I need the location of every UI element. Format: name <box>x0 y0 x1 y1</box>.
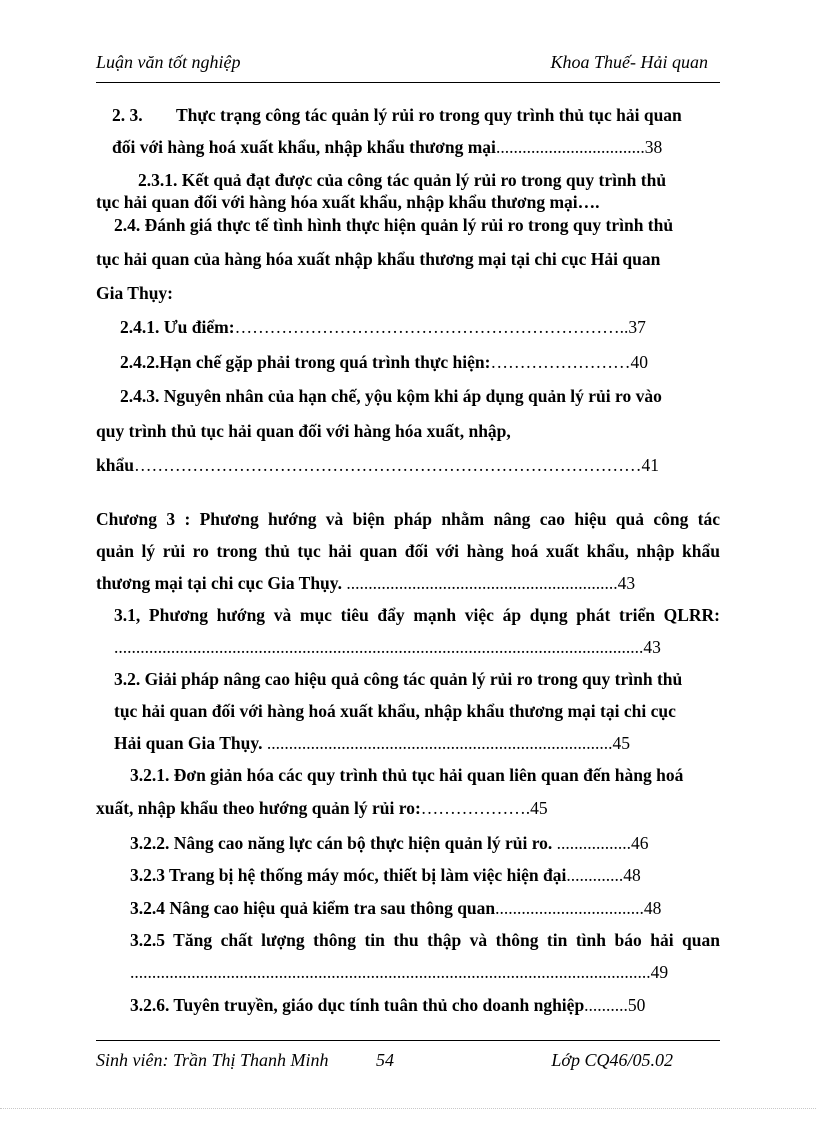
toc-2-4-line3: Gia Thụy: <box>96 283 173 303</box>
toc-3-2-1-line2: xuất, nhập khẩu theo hướng quản lý rủi ro: <box>96 798 421 818</box>
toc-3-2-line1: 3.2. Giải pháp nâng cao hiệu quả công tác quản lý rủi ro trong quy trình thủ <box>114 669 683 689</box>
toc-2-3-title-line2: đối với hàng hoá xuất khẩu, nhập khẩu thương mại <box>112 137 496 157</box>
toc-3-2-4-title: 3.2.4 Nâng cao hiệu quả kiểm tra sau thông quan <box>130 898 496 918</box>
toc-chapter-3-line2: quản lý rủi ro trong thủ tục hải quan đối với hàng hoá xuất khẩu, nhập khẩu <box>96 541 720 561</box>
toc-chapter-3-leader: .............................................................. <box>346 573 618 593</box>
toc-3-2-2-title: 3.2.2. Nâng cao năng lực cán bộ thực hiện quản lý rủi ro. <box>130 833 553 853</box>
toc-2-4-2-page: 40 <box>630 352 648 372</box>
toc-3-2-1-line1: 3.2.1. Đơn giản hóa các quy trình thủ tục hải quan liên quan đến hàng hoá <box>130 765 684 785</box>
toc-chapter-3-page: 43 <box>617 573 636 593</box>
toc-2-3-1-line2: tục hải quan đối với hàng hóa xuất khẩu, nhập khẩu thương mại…. <box>96 192 600 212</box>
toc-3-2-4-page: 48 <box>643 898 662 918</box>
toc-3-2-line3: Hải quan Gia Thụy. <box>114 733 263 753</box>
toc-3-1-line1: 3.1, Phương hướng và mục tiêu đẩy mạnh việc áp dụng phát triển QLRR: <box>114 605 720 625</box>
toc-3-2-1-page: 45 <box>530 798 548 818</box>
toc-2-4-1-title: 2.4.1. Ưu điểm: <box>120 317 235 337</box>
header-title-right: Khoa Thuế- Hải quan <box>550 52 708 72</box>
toc-3-2-6-page: 50 <box>627 995 646 1015</box>
toc-2-3-leader: .................................. <box>495 137 645 157</box>
toc-3-2-3-title: 3.2.3 Trang bị hệ thống máy móc, thiết bị làm việc hiện đại <box>130 865 567 885</box>
toc-entry-3-1[interactable] <box>114 636 661 658</box>
toc-entry-3-2-4[interactable] <box>130 897 661 919</box>
header-title-left: Luận văn tốt nghiệp <box>96 52 241 72</box>
page-bottom-edge <box>0 1108 816 1109</box>
toc-3-2-6-leader: .......... <box>584 995 628 1015</box>
toc-entry-chapter-3[interactable] <box>96 572 635 594</box>
toc-3-2-5-line1: 3.2.5 Tăng chất lượng thông tin thu thập và thông tin tình báo hải quan <box>130 930 720 950</box>
toc-2-3-1-line1: 2.3.1. Kết quả đạt được của công tác quản lý rủi ro trong quy trình thủ <box>138 170 667 190</box>
toc-2-4-line1: 2.4. Đánh giá thực tế tình hình thực hiện quản lý rủi ro trong quy trình thủ <box>114 215 674 235</box>
toc-3-2-5-leader: ....................................................................................................................... <box>130 962 651 982</box>
toc-entry-3-2-1[interactable] <box>96 797 548 819</box>
toc-entry-3-2-3[interactable] <box>130 864 641 886</box>
toc-3-2-2-leader: ................. <box>556 833 632 853</box>
toc-3-2-1-leader: ………………. <box>420 798 531 818</box>
toc-3-2-5-page: 49 <box>650 962 669 982</box>
toc-chapter-3-line3: thương mại tại chi cục Gia Thụy. <box>96 573 342 593</box>
footer-rule <box>96 1040 720 1041</box>
footer-student-name: Sinh viên: Trần Thị Thanh Minh <box>96 1050 329 1070</box>
toc-entry-3-2-5[interactable] <box>130 961 668 983</box>
toc-3-1-leader: ......................................................................................................................... <box>114 637 644 657</box>
toc-3-2-2-page: 46 <box>631 833 649 853</box>
footer-class: Lớp CQ46/05.02 <box>551 1050 673 1070</box>
toc-2-4-line2: tục hải quan của hàng hóa xuất nhập khẩu thương mại tại chi cục Hải quan <box>96 249 661 269</box>
toc-entry-3-2[interactable] <box>114 732 630 754</box>
toc-entry-2-3[interactable] <box>112 136 662 158</box>
toc-2-4-3-line3: khẩu <box>96 455 134 475</box>
toc-2-3-number: 2. 3. <box>112 105 143 125</box>
toc-2-4-2-title: 2.4.2.Hạn chế gặp phải trong quá trình thực hiện: <box>120 352 491 372</box>
toc-entry-2-4-1[interactable] <box>120 316 646 338</box>
toc-2-4-3-page: 41 <box>641 455 659 475</box>
toc-2-4-3-line1: 2.4.3. Nguyên nhân của hạn chế, yộu kộm khi áp dụng quản lý rủi ro vào <box>120 386 662 406</box>
toc-2-4-3-line2: quy trình thủ tục hải quan đối với hàng hóa xuất, nhập, <box>96 421 511 441</box>
toc-entry-2-4-2[interactable] <box>120 351 648 373</box>
toc-3-2-leader: ............................................................................... <box>266 733 613 753</box>
toc-3-2-6-title: 3.2.6. Tuyên truyền, giáo dục tính tuân thủ cho doanh nghiệp <box>130 995 585 1015</box>
toc-2-4-3-leader: …………………………………………………………………………… <box>133 455 642 475</box>
header-rule <box>96 82 720 83</box>
toc-2-4-2-leader: …………………… <box>490 352 631 372</box>
toc-3-1-page: 43 <box>643 637 661 657</box>
toc-3-2-4-leader: .................................. <box>495 898 644 918</box>
toc-3-2-3-page: 48 <box>623 865 641 885</box>
toc-2-3-title-line1: Thực trạng công tác quản lý rủi ro trong quy trình thủ tục hải quan <box>176 105 682 125</box>
toc-2-3-page: 38 <box>644 137 663 157</box>
toc-3-2-3-leader: ............. <box>566 865 624 885</box>
toc-2-4-1-leader: ………………………………………………………….. <box>234 317 629 337</box>
footer-page-number: 54 <box>376 1050 394 1070</box>
toc-entry-2-4-3[interactable] <box>96 454 659 476</box>
toc-2-4-1-page: 37 <box>628 317 646 337</box>
toc-3-2-line2: tục hải quan đối với hàng hoá xuất khẩu, nhập khẩu thương mại tại chi cục <box>114 701 676 721</box>
toc-entry-3-2-2[interactable] <box>130 832 649 854</box>
toc-3-2-page: 45 <box>612 733 631 753</box>
toc-entry-3-2-6[interactable] <box>130 994 645 1016</box>
toc-chapter-3-line1: Chương 3 : Phương hướng và biện pháp nhằm nâng cao hiệu quả công tác <box>96 509 720 529</box>
